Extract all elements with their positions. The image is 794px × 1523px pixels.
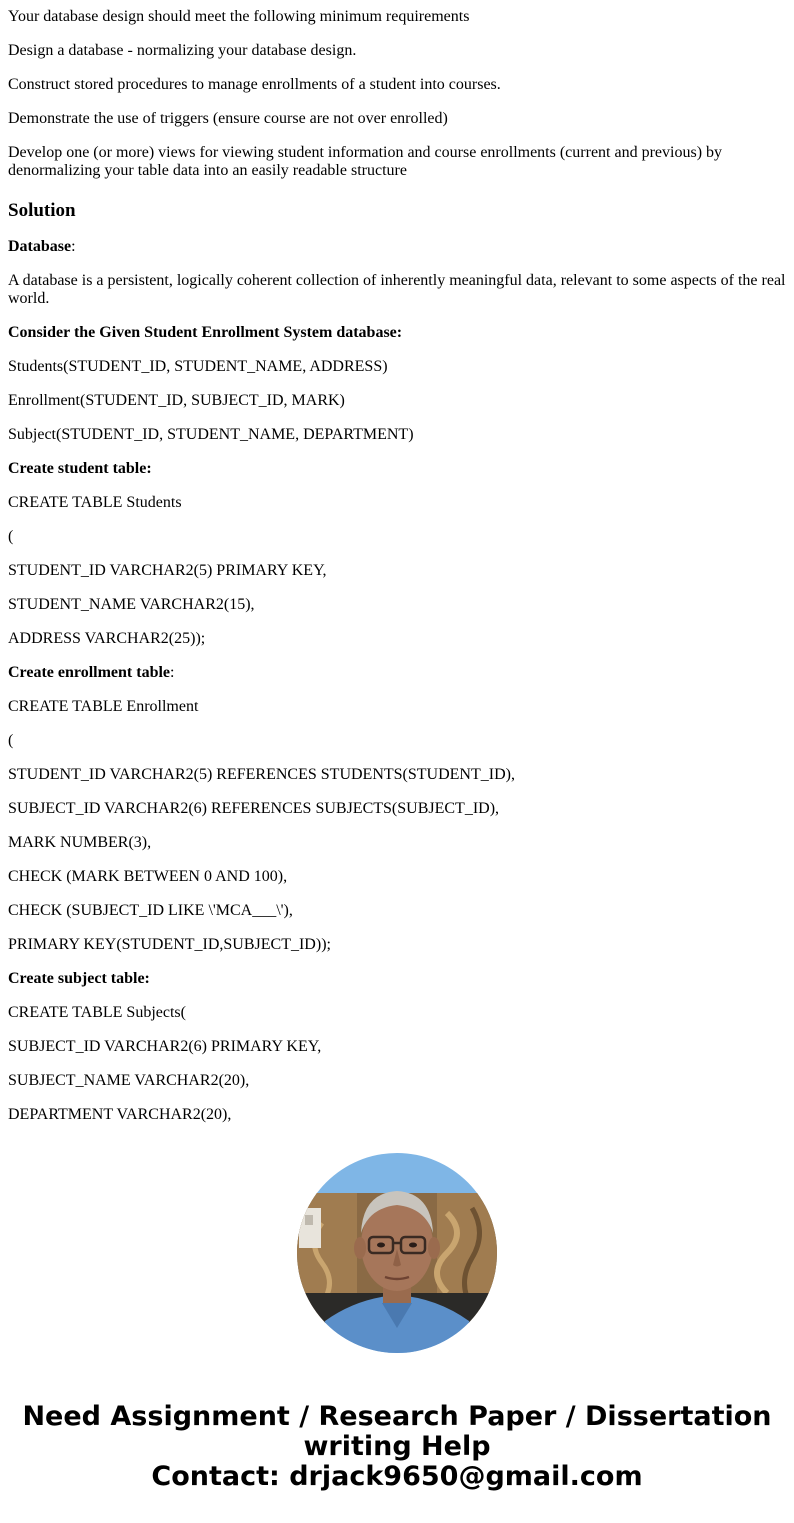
- sql-line: STUDENT_ID VARCHAR2(5) PRIMARY KEY,: [8, 562, 327, 579]
- database-label-line: [8, 238, 788, 256]
- student-table-heading: Create student table:: [8, 460, 152, 477]
- sql-line: ADDRESS VARCHAR2(25));: [8, 630, 206, 647]
- sql-line: STUDENT_ID VARCHAR2(5) REFERENCES STUDENTS(STUDENT_ID),: [8, 766, 515, 783]
- requirements-intro: Your database design should meet the following minimum requirements: [8, 8, 470, 25]
- sql-line: CREATE TABLE Students: [8, 494, 182, 511]
- schema-enrollment: Enrollment(STUDENT_ID, SUBJECT_ID, MARK): [8, 392, 345, 409]
- sql-line: SUBJECT_ID VARCHAR2(6) REFERENCES SUBJECTS(SUBJECT_ID),: [8, 800, 500, 817]
- sql-line: CREATE TABLE Subjects(: [8, 1004, 186, 1021]
- sql-line: CHECK (SUBJECT_ID LIKE \'MCA___\'),: [8, 902, 293, 919]
- consider-heading: Consider the Given Student Enrollment System database:: [8, 324, 403, 341]
- requirement-triggers: Demonstrate the use of triggers (ensure course are not over enrolled): [8, 110, 448, 127]
- solution-heading: Solution: [8, 200, 76, 221]
- schema-subject: Subject(STUDENT_ID, STUDENT_NAME, DEPARTMENT): [8, 426, 414, 443]
- requirement-procedures: Construct stored procedures to manage enrollments of a student into courses.: [8, 76, 501, 93]
- sql-line: PRIMARY KEY(STUDENT_ID,SUBJECT_ID));: [8, 936, 331, 953]
- requirement-views: Develop one (or more) views for viewing student information and course enrollments (current and previous) by denormalizing your table data into an easily readable structure: [8, 144, 723, 179]
- footer-line-1: Need Assignment / Research Paper / Dissertation: [22, 1401, 772, 1432]
- enrollment-table-heading: Create enrollment table:: [8, 664, 175, 681]
- sql-line: STUDENT_NAME VARCHAR2(15),: [8, 596, 255, 613]
- database-label: Database: [8, 238, 72, 255]
- database-definition: A database is a persistent, logically coherent collection of inherently meaningful data, relevant to some aspects of the real world.: [8, 272, 786, 307]
- sql-line: (: [8, 528, 14, 545]
- contact-footer: [0, 1402, 794, 1492]
- avatar-photo: [297, 1153, 497, 1353]
- sql-line: SUBJECT_NAME VARCHAR2(20),: [8, 1072, 250, 1089]
- sql-line: CREATE TABLE Enrollment: [8, 698, 199, 715]
- sql-line: SUBJECT_ID VARCHAR2(6) PRIMARY KEY,: [8, 1038, 322, 1055]
- author-avatar: [297, 1153, 497, 1353]
- sql-line: MARK NUMBER(3),: [8, 834, 152, 851]
- sql-line: (: [8, 732, 14, 749]
- footer-line-2: writing Help: [303, 1431, 491, 1462]
- sql-line: DEPARTMENT VARCHAR2(20),: [8, 1106, 232, 1123]
- database-colon: :: [71, 238, 76, 255]
- sql-line: CHECK (MARK BETWEEN 0 AND 100),: [8, 868, 288, 885]
- requirement-normalize: Design a database - normalizing your database design.: [8, 42, 357, 59]
- subject-table-heading: Create subject table:: [8, 970, 150, 987]
- footer-contact: Contact: drjack9650@gmail.com: [151, 1461, 643, 1492]
- document-body: [8, 0, 788, 1124]
- schema-students: Students(STUDENT_ID, STUDENT_NAME, ADDRESS): [8, 358, 388, 375]
